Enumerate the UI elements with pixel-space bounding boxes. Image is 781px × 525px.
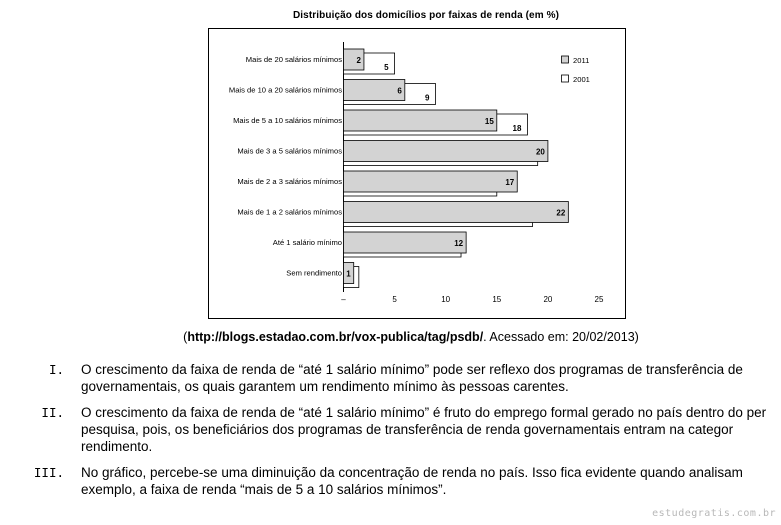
chart-title: Distribuição dos domicílios por faixas de renda (em %)	[292, 10, 559, 21]
bar-2011-6	[344, 232, 467, 253]
statement-2-line-2: pesquisa, pois, os beneficiários dos programas de transferência de renda governamentais entram na categor	[81, 422, 734, 437]
category-label-7: Sem rendimento	[286, 268, 342, 278]
statement-3-number: III.	[33, 465, 64, 480]
category-label-5: Mais de 1 a 2 salários mínimos	[237, 207, 342, 217]
x-tick-1: 5	[392, 295, 397, 304]
bar-2011-4	[344, 171, 518, 192]
label-2001-2: 18	[512, 124, 522, 133]
label-2011-5: 22	[556, 208, 566, 218]
statement-1-line-2: governamentais, os quais garantem um rendimento mínimo às pessoas carentes.	[81, 379, 569, 394]
watermark: estudegratis.com.br	[652, 508, 776, 519]
label-2011-6: 12	[454, 239, 464, 248]
statement-3-line-2: exemplo, a faixa de renda “mais de 5 a 10 salários mínimos”.	[81, 482, 447, 497]
source-open: (	[183, 330, 188, 344]
x-tick-3: 15	[492, 295, 502, 304]
x-tick-5: 25	[594, 295, 604, 304]
legend-swatch-2011	[562, 56, 569, 63]
source-rest: . Acessado em: 20/02/2013)	[483, 330, 639, 344]
category-label-4: Mais de 2 a 3 salários mínimos	[237, 177, 342, 186]
label-2011-4: 17	[505, 178, 515, 187]
statement-2-number: II.	[41, 405, 64, 420]
legend-label-2001: 2001	[573, 75, 590, 84]
label-2011-2: 15	[484, 117, 494, 126]
label-2011-7: 1	[346, 269, 351, 279]
bar-2011-5	[344, 202, 569, 223]
x-tick-0: –	[341, 295, 346, 304]
category-label-0: Mais de 20 salários mínimos	[245, 55, 342, 64]
source-citation	[0, 330, 781, 344]
statement-2-line-1: O crescimento da faixa de renda de “até 1 salário mínimo” é fruto do emprego formal gerado no país dentro do per	[81, 405, 767, 420]
statement-3-line-1: No gráfico, percebe-se uma diminuição da concentração de renda no país. Isso fica evidente quando analisam	[81, 465, 743, 480]
label-2001-1: 9	[425, 93, 430, 103]
bar-2011-2	[344, 110, 497, 131]
category-label-3: Mais de 3 a 5 salários mínimos	[237, 146, 342, 156]
label-2001-0: 5	[384, 63, 389, 72]
bar-2011-3	[344, 141, 548, 162]
label-2011-0: 2	[356, 56, 361, 65]
statement-2-line-3: rendimento.	[81, 439, 153, 454]
statement-1-number: I.	[48, 362, 64, 377]
bar-2011-1	[344, 80, 405, 101]
label-2011-1: 6	[397, 86, 402, 96]
legend-label-2011: 2011	[573, 56, 590, 65]
category-label-2: Mais de 5 a 10 salários mínimos	[233, 116, 342, 125]
source-url: http://blogs.estadao.com.br/vox-publica/tag/psdb/	[187, 330, 484, 344]
category-label-6: Até 1 salário mínimo	[272, 238, 342, 247]
category-label-1: Mais de 10 a 20 salários mínimos	[228, 85, 342, 95]
label-2011-3: 20	[535, 147, 545, 157]
legend-swatch-2001	[562, 75, 569, 82]
x-tick-2: 10	[441, 295, 451, 304]
statement-1-line-1: O crescimento da faixa de renda de “até 1 salário mínimo” pode ser reflexo dos programas de transferência de	[81, 362, 743, 377]
x-tick-4: 20	[543, 295, 553, 304]
